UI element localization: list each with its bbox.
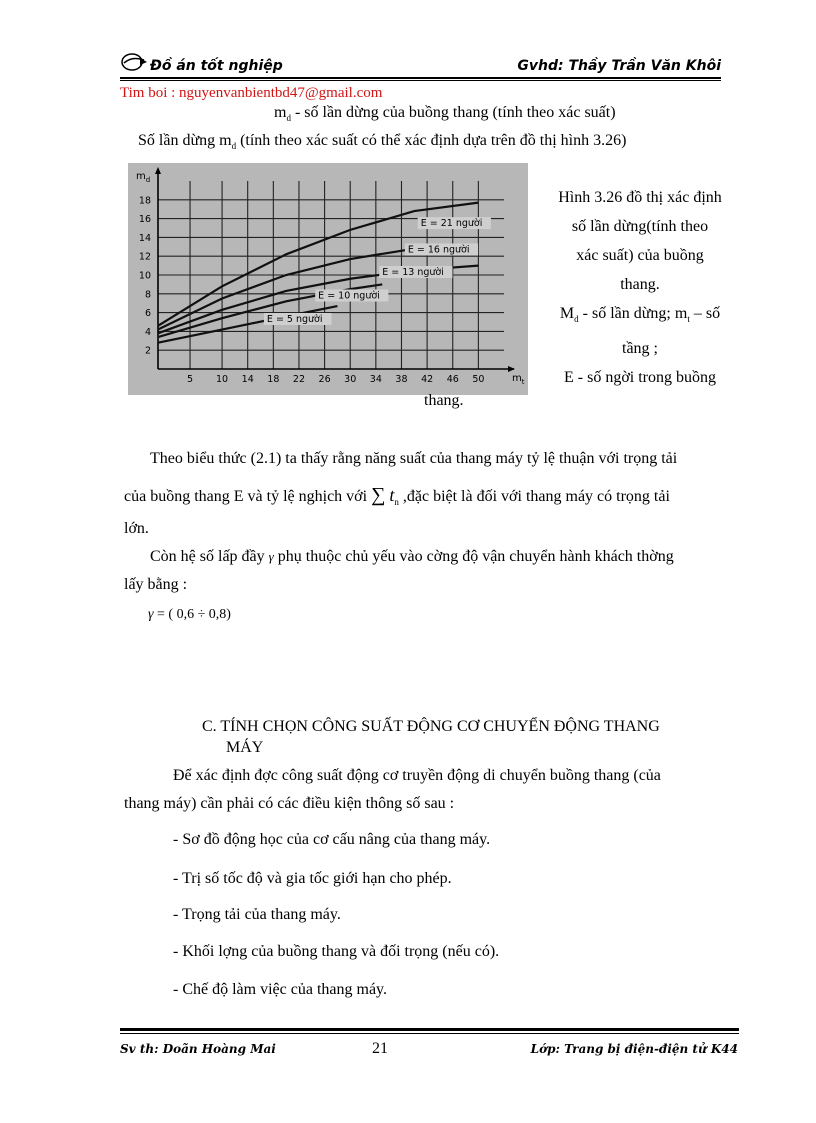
y-tick-label: 6 (144, 308, 151, 320)
y-tick-label: 18 (138, 195, 151, 207)
y-tick-label: 14 (138, 232, 151, 244)
x-tick-label: 18 (267, 374, 280, 385)
header-supervisor: Gvhd: Thầy Trần Văn Khôi (517, 58, 721, 74)
header-thesis-title: Đồ án tốt nghiệp (150, 58, 283, 74)
legend-e-cont: thang. (424, 392, 464, 409)
para2-line2: lấy bằng : (124, 576, 188, 593)
stops-chart (128, 163, 528, 395)
series-label: E = 5 người (266, 314, 323, 325)
x-tick-label: 14 (241, 374, 254, 385)
caption-line: thang. (620, 276, 660, 293)
series-label: E = 21 người (420, 218, 483, 230)
x-tick-label: 46 (446, 374, 459, 385)
x-tick-label: 26 (318, 374, 331, 385)
x-tick-label: 5 (187, 374, 194, 385)
list-item: - Trị số tốc độ và gia tốc giới hạn cho phép. (173, 870, 452, 887)
contact-email: Tim boi : nguyenvanbientbd47@gmail.com (120, 85, 383, 101)
series-label: E = 16 người (407, 244, 470, 256)
x-tick-label: 38 (395, 374, 408, 385)
section-heading-cont: MÁY (226, 739, 264, 756)
y-tick-label: 10 (138, 270, 151, 282)
footer-class: Lớp: Trang bị điện-điện tử K44 (530, 1042, 738, 1056)
x-tick-label: 22 (292, 374, 306, 385)
caption-line: Hình 3.26 đồ thị xác định (558, 189, 722, 206)
series-label: E = 13 người (382, 267, 444, 278)
header-rule (120, 77, 721, 79)
caption-line: xác suất) của buồng (576, 247, 704, 264)
para1-line2: của buồng thang E và tỷ lệ nghịch với ∑ $t_n$ ,đặc biệt là đối với thang máy có trọng tải (124, 484, 670, 508)
section-para-line2: thang máy) cần phải có các điều kiện thông số sau : (124, 795, 455, 812)
header-rule-thin (120, 80, 721, 81)
chart-background (128, 163, 528, 395)
y-tick-label: 16 (138, 214, 151, 226)
x-tick-label: 10 (216, 374, 229, 385)
para2-line1: Còn hệ số lấp đầy γ phụ thuộc chủ yếu vào cờng độ vận chuyển hành khách thờng (150, 548, 674, 565)
caption-line: số lần dừng(tính theo (571, 218, 709, 235)
footer-rule (120, 1028, 739, 1031)
x-tick-label: 30 (344, 374, 357, 385)
gamma-formula: γ = ( 0,6 ÷ 0,8) (148, 607, 231, 622)
legend-cont: tầng ; (622, 340, 658, 358)
list-item: - Trọng tải của thang máy. (173, 906, 341, 923)
y-tick-label: 12 (138, 251, 151, 263)
series-label: E = 10 người (318, 290, 380, 302)
md-definition: $m_d$ - số lần dừng của buồng thang (tính theo xác suất) (274, 104, 616, 124)
x-tick-label: 50 (472, 374, 485, 385)
x-tick-label: 42 (421, 374, 434, 385)
footer-student: Sv th: Doãn Hoàng Mai (120, 1042, 276, 1056)
md-note: Số lần dừng $m_d$ (tính theo xác suất có thể xác định dựa trên đồ thị hình 3.26) (138, 132, 627, 152)
page-number: 21 (372, 1040, 388, 1057)
figure-caption (546, 183, 734, 392)
x-axis-label: $m_t$ (512, 373, 525, 386)
y-tick-label: 8 (144, 289, 151, 301)
y-tick-label: 2 (144, 345, 151, 357)
list-item: - Khối lợng của buồng thang và đối trọng (nếu có). (173, 943, 500, 960)
footer-rule-thin (120, 1033, 739, 1034)
section-heading: C. TÍNH CHỌN CÔNG SUẤT ĐỘNG CƠ CHUYỂN ĐỘNG THANG (202, 718, 660, 735)
para1-line1: Theo biểu thức (2.1) ta thấy rằng năng suất của thang máy tỷ lệ thuận với trọng tải (150, 450, 678, 467)
logo-icon (120, 50, 150, 74)
legend-e: E - số ngời trong buồng (563, 369, 716, 387)
para1-line3: lớn. (124, 520, 149, 537)
legend-md: $M_d$ - số lần dừng; $m_t$ – số (559, 305, 721, 325)
list-item: - Sơ đồ động học của cơ cấu nâng của thang máy. (173, 831, 491, 848)
section-para-line1: Để xác định đợc công suất động cơ truyền động di chuyển buồng thang (của (173, 767, 661, 784)
y-axis-label: $m_d$ (136, 171, 151, 184)
list-item: - Chế độ làm việc của thang máy. (173, 981, 387, 998)
x-tick-label: 34 (369, 374, 382, 385)
y-tick-label: 4 (144, 326, 151, 338)
